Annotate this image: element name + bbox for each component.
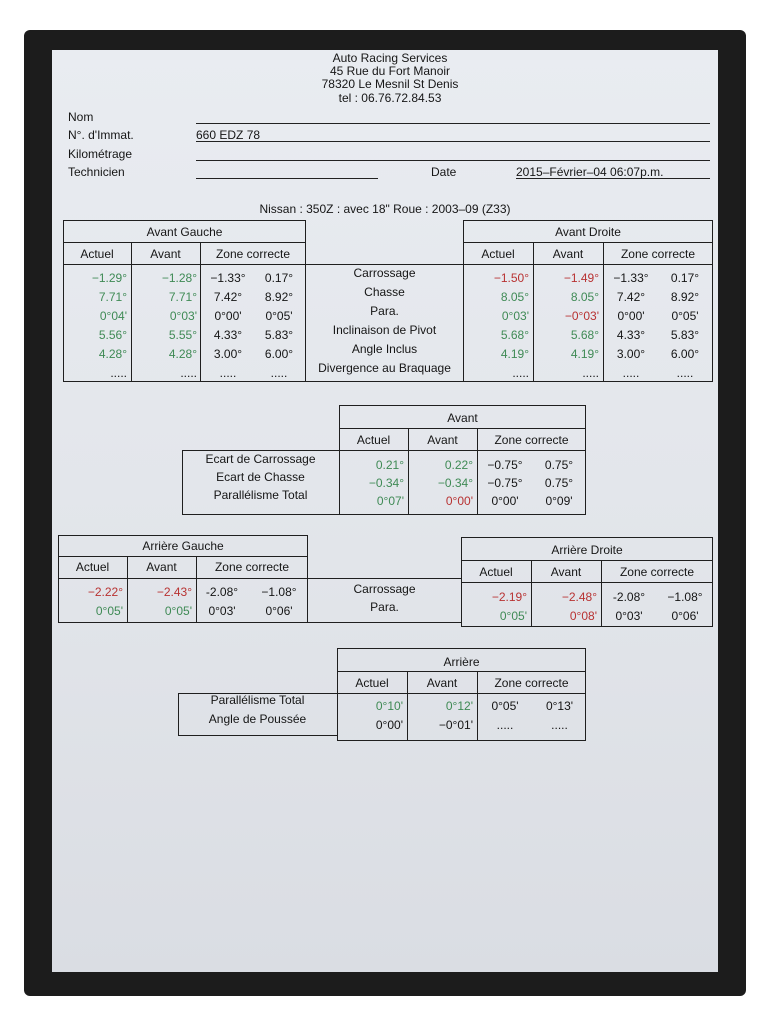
measure-label: Inclinaison de Pivot — [332, 323, 437, 337]
col-actuel: Actuel — [481, 247, 515, 261]
arriere-axle-title: Arrière — [443, 655, 480, 669]
cell-avant: 0°08' — [569, 609, 597, 623]
cell-zone-min: 3.00° — [616, 347, 646, 361]
divider — [463, 264, 713, 265]
cell-zone-max: −1.08° — [261, 585, 297, 599]
cell-actuel: 0.21° — [375, 458, 404, 472]
divider — [337, 671, 586, 672]
divider — [63, 264, 306, 265]
cell-zone-max: 8.92° — [264, 290, 294, 304]
col-zone: Zone correcte — [494, 433, 569, 447]
immat-label: N°. d'Immat. — [68, 128, 134, 142]
col-avant: Avant — [150, 247, 181, 261]
cell-actuel: 0°04' — [99, 309, 127, 323]
cell-avant: 0.22° — [444, 458, 473, 472]
date-label: Date — [431, 165, 457, 179]
cell-avant: 4.19° — [570, 347, 599, 361]
col-actuel: Actuel — [355, 676, 389, 690]
measure-label: Para. — [370, 304, 399, 318]
date-value: 2015–Février–04 06:07p.m. — [516, 165, 664, 179]
cell-zone-min: 0°05' — [491, 699, 519, 713]
cell-zone-max: 0.75° — [544, 476, 574, 490]
cell-actuel: 0°05' — [499, 609, 527, 623]
cell-actuel: 4.19° — [500, 347, 529, 361]
cell-actuel: 0°05' — [95, 604, 123, 618]
company-city: 78320 Le Mesnil St Denis — [321, 77, 459, 91]
immat-value: 660 EDZ 78 — [196, 128, 261, 142]
arriere-gauche-title: Arrière Gauche — [142, 539, 224, 553]
cell-zone-min: 0°03' — [208, 604, 236, 618]
divider — [308, 578, 461, 579]
immat-line — [196, 141, 710, 142]
col-actuel: Actuel — [356, 433, 391, 447]
cell-avant: ..... — [582, 366, 599, 380]
cell-avant: 5.55° — [168, 328, 197, 342]
cell-zone-min: 4.33° — [616, 328, 646, 342]
measure-label: Chasse — [364, 285, 405, 299]
cell-zone-min: -2.08° — [205, 585, 239, 599]
cell-zone-min: 3.00° — [213, 347, 243, 361]
cell-zone-max: 0.17° — [264, 271, 294, 285]
divider — [461, 582, 713, 583]
divider — [306, 264, 463, 265]
avant-gauche-title: Avant Gauche — [146, 225, 223, 239]
cell-avant: 5.68° — [570, 328, 599, 342]
cell-zone-max: −1.08° — [667, 590, 703, 604]
cell-zone-max: 8.92° — [670, 290, 700, 304]
axle-measure-label: Angle de Poussée — [208, 712, 307, 726]
axle-measure-label: Parallélisme Total — [213, 488, 308, 502]
cell-actuel: −2.19° — [491, 590, 527, 604]
avant-droite-title: Avant Droite — [555, 225, 621, 239]
cell-zone-min: 0°00' — [617, 309, 645, 323]
company-street: 45 Rue du Fort Manoir — [329, 64, 451, 78]
cell-zone-max: 0.17° — [670, 271, 700, 285]
cell-avant: −1.28° — [161, 271, 197, 285]
divider — [308, 622, 461, 623]
cell-zone-min: 0°00' — [214, 309, 242, 323]
cell-actuel: 5.68° — [500, 328, 529, 342]
cell-avant: ..... — [180, 366, 197, 380]
cell-avant: 0°00' — [445, 494, 473, 508]
cell-avant: −2.43° — [156, 585, 192, 599]
divider — [58, 556, 308, 557]
cell-zone-max: 6.00° — [264, 347, 294, 361]
cell-zone-min: −1.33° — [613, 271, 649, 285]
cell-zone-min: -2.08° — [612, 590, 646, 604]
cell-zone-max: 5.83° — [670, 328, 700, 342]
cell-actuel: 8.05° — [500, 290, 529, 304]
cell-actuel: ..... — [512, 366, 529, 380]
divider — [182, 514, 339, 515]
divider — [339, 428, 586, 429]
col-avant: Avant — [426, 676, 458, 690]
cell-actuel: 7.71° — [98, 290, 127, 304]
company-name: Auto Racing Services — [332, 51, 448, 65]
nom-label: Nom — [68, 110, 94, 124]
cell-actuel: −1.29° — [91, 271, 127, 285]
cell-zone-max: ..... — [676, 366, 694, 380]
divider — [58, 578, 308, 579]
cell-avant: 0°05' — [164, 604, 192, 618]
avant-axle-title: Avant — [447, 411, 478, 425]
cell-avant: −0°01' — [438, 718, 473, 732]
measure-label: Carrossage — [353, 266, 416, 280]
cell-avant: 4.28° — [168, 347, 197, 361]
cell-zone-max: ..... — [270, 366, 288, 380]
measure-label: Divergence au Braquage — [318, 361, 451, 375]
cell-actuel: −1.50° — [493, 271, 529, 285]
cell-actuel: 0°07' — [376, 494, 404, 508]
cell-actuel: 0°00' — [375, 718, 403, 732]
col-zone: Zone correcte — [494, 676, 569, 690]
cell-zone-max: 0.75° — [544, 458, 574, 472]
divider — [463, 242, 713, 243]
col-avant: Avant — [146, 560, 177, 574]
col-zone: Zone correcte — [215, 247, 291, 261]
cell-avant: 0°12' — [445, 699, 473, 713]
measure-label: Angle Inclus — [351, 342, 418, 356]
cell-avant: −1.49° — [563, 271, 599, 285]
vehicle-line: Nissan : 350Z : avec 18" Roue : 2003–09 (Z33) — [259, 202, 511, 216]
axle-measure-label: Ecart de Chasse — [216, 470, 305, 484]
cell-actuel: −2.22° — [87, 585, 123, 599]
cell-zone-max: 0°05' — [671, 309, 699, 323]
cell-avant: −0°03' — [564, 309, 599, 323]
cell-zone-max: 5.83° — [264, 328, 294, 342]
col-actuel: Actuel — [479, 565, 513, 579]
nom-line — [196, 123, 710, 124]
measure-label: Carrossage — [353, 582, 416, 596]
cell-zone-min: 0°00' — [491, 494, 519, 508]
col-avant: Avant — [552, 247, 584, 261]
cell-zone-min: 7.42° — [616, 290, 646, 304]
company-tel: tel : 06.76.72.84.53 — [338, 91, 442, 105]
cell-actuel: 0°10' — [375, 699, 403, 713]
tech-label: Technicien — [68, 165, 125, 179]
cell-zone-min: ..... — [219, 366, 237, 380]
cell-actuel: 5.56° — [98, 328, 127, 342]
cell-zone-min: ..... — [622, 366, 640, 380]
col-zone: Zone correcte — [620, 247, 696, 261]
axle-measure-label: Ecart de Carrossage — [205, 452, 316, 466]
cell-zone-max: 0°13' — [545, 699, 574, 713]
cell-zone-min: 0°03' — [615, 609, 643, 623]
cell-zone-min: 7.42° — [213, 290, 243, 304]
cell-avant: 0°03' — [169, 309, 197, 323]
divider — [182, 450, 586, 451]
date-line — [516, 178, 710, 179]
cell-avant: −0.34° — [437, 476, 473, 490]
col-avant: Avant — [427, 433, 458, 447]
divider — [461, 560, 713, 561]
divider — [306, 381, 463, 382]
cell-zone-min: −1.33° — [210, 271, 246, 285]
cell-zone-max: ..... — [551, 718, 568, 732]
cell-zone-min: −0.75° — [487, 476, 523, 490]
cell-actuel: ..... — [110, 366, 127, 380]
km-label: Kilométrage — [68, 147, 133, 161]
cell-avant: 7.71° — [168, 290, 197, 304]
measure-label: Para. — [370, 600, 399, 614]
cell-actuel: −0.34° — [368, 476, 404, 490]
col-actuel: Actuel — [80, 247, 114, 261]
col-zone: Zone correcte — [214, 560, 290, 574]
cell-zone-min: ..... — [496, 718, 514, 732]
col-zone: Zone correcte — [619, 565, 695, 579]
axle-measure-label: Parallélisme Total — [210, 693, 305, 707]
divider — [178, 735, 337, 736]
tech-line — [196, 178, 378, 179]
cell-avant: 8.05° — [570, 290, 599, 304]
col-avant: Avant — [550, 565, 582, 579]
cell-zone-max: 6.00° — [670, 347, 700, 361]
cell-zone-max: 0°05' — [265, 309, 293, 323]
cell-zone-max: 0°09' — [545, 494, 573, 508]
cell-actuel: 0°03' — [501, 309, 529, 323]
cell-zone-min: 4.33° — [213, 328, 243, 342]
cell-zone-max: 0°06' — [265, 604, 293, 618]
col-actuel: Actuel — [75, 560, 110, 574]
km-line — [196, 160, 710, 161]
arriere-droite-title: Arrière Droite — [551, 543, 623, 557]
cell-zone-max: 0°06' — [671, 609, 699, 623]
divider — [63, 242, 306, 243]
cell-avant: −2.48° — [561, 590, 597, 604]
cell-zone-min: −0.75° — [487, 458, 523, 472]
cell-actuel: 4.28° — [98, 347, 127, 361]
